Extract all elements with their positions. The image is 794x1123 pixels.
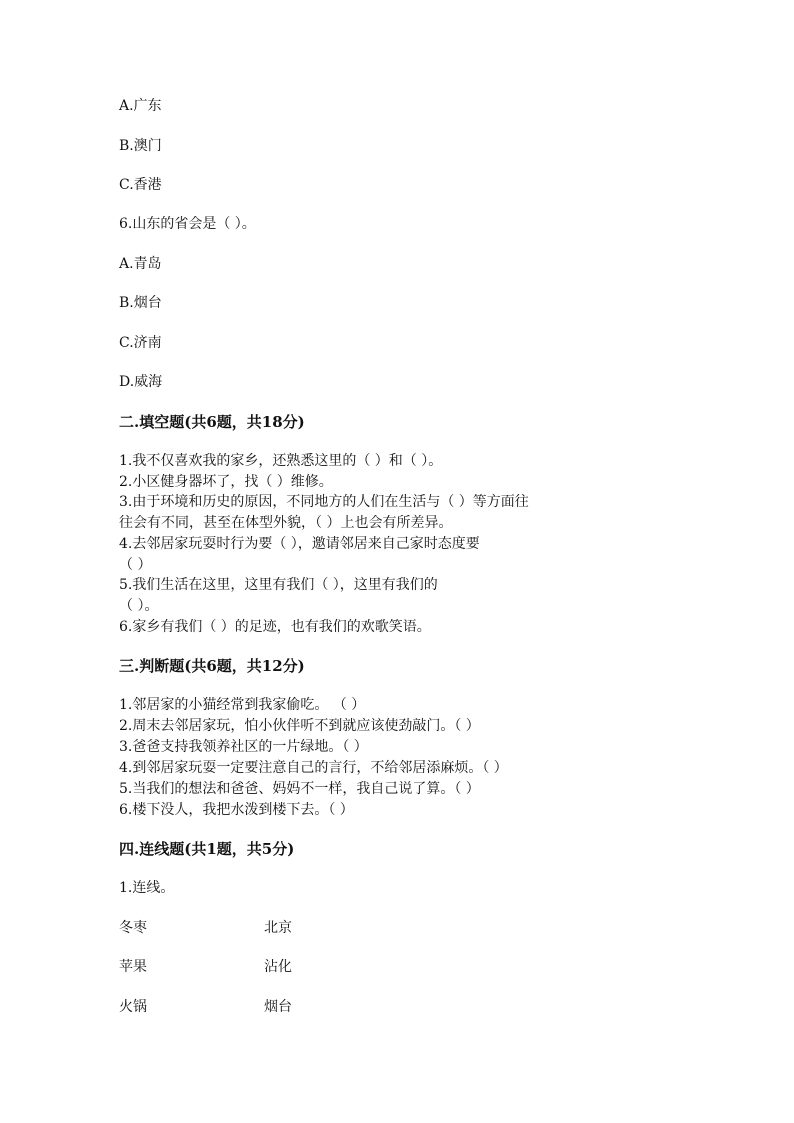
- judge-line-4: 4.到邻居家玩耍一定要注意自己的言行，不给邻居添麻烦。（ ）: [119, 760, 508, 776]
- section4-heading: 四.连线题(共1题，共5分): [119, 840, 295, 858]
- match-left-item: 火锅: [119, 999, 147, 1015]
- q5-option-a: A.广东: [119, 98, 162, 114]
- fill-line-9: 6.家乡有我们（ ）的足迹，也有我们的欢歌笑语。: [119, 619, 431, 635]
- fill-line-3: 3.由于环境和历史的原因，不同地方的人们在生活与（ ）等方面往: [119, 494, 529, 510]
- match-right-item: 沾化: [264, 959, 292, 975]
- match-right-item: 烟台: [264, 999, 292, 1015]
- fill-line-2: 2.小区健身器坏了，找（ ）维修。: [119, 474, 333, 490]
- judge-line-2: 2.周末去邻居家玩，怕小伙伴听不到就应该使劲敲门。（ ）: [119, 718, 480, 734]
- fill-line-5: 4.去邻居家玩耍时行为要（ ），邀请邻居来自己家时态度要: [119, 536, 480, 552]
- q6-option-c: C.济南: [119, 335, 162, 351]
- q6-option-d: D.威海: [119, 374, 163, 390]
- judge-line-5: 5.当我们的想法和爸爸、妈妈不一样，我自己说了算。（ ）: [119, 781, 480, 797]
- q5-option-b: B.澳门: [119, 138, 162, 154]
- match-left-item: 苹果: [119, 959, 147, 975]
- section3-heading: 三.判断题(共6题，共12分): [119, 657, 305, 675]
- fill-line-4: 往会有不同，甚至在体型外貌，（ ）上也会有所差异。: [119, 515, 453, 531]
- q6-option-b: B.烟台: [119, 295, 162, 311]
- match-row: [119, 957, 292, 977]
- fill-line-7: 5.我们生活在这里，这里有我们（ ），这里有我们的: [119, 577, 438, 593]
- fill-line-1: 1.我不仅喜欢我的家乡，还熟悉这里的（ ）和（ ）。: [119, 453, 443, 469]
- section2-heading: 二.填空题(共6题，共18分): [119, 413, 305, 431]
- match-row: [119, 918, 292, 938]
- match-right-item: 北京: [264, 920, 292, 936]
- q5-option-c: C.香港: [119, 177, 162, 193]
- judge-line-1: 1.邻居家的小猫经常到我家偷吃。 （ ）: [119, 697, 366, 713]
- q6-option-a: A.青岛: [119, 256, 162, 272]
- q6-question: 6.山东的省会是（ ）。: [119, 216, 256, 232]
- judge-line-6: 6.楼下没人，我把水泼到楼下去。（ ）: [119, 802, 354, 818]
- match-row: [119, 997, 292, 1017]
- match-question: 1.连线。: [119, 880, 175, 896]
- fill-line-6: （ ）: [119, 557, 152, 573]
- match-left-item: 冬枣: [119, 920, 147, 936]
- judge-line-3: 3.爸爸支持我领养社区的一片绿地。（ ）: [119, 739, 368, 755]
- fill-line-8: （ ）。: [119, 598, 159, 614]
